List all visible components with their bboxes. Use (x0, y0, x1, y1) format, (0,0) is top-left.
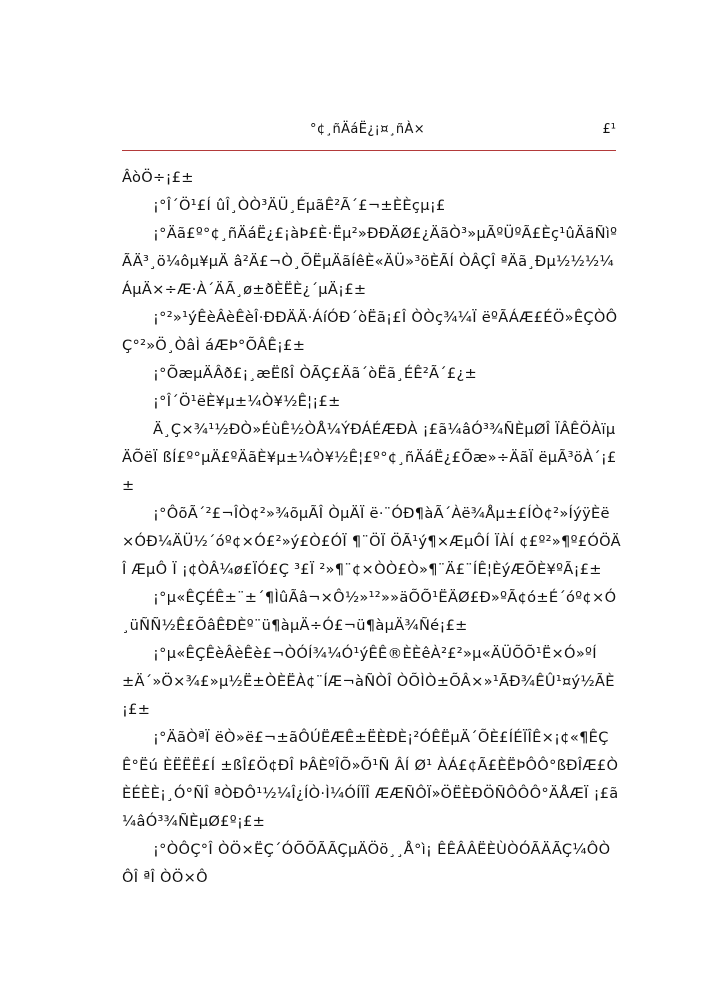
page-number: £¹ (602, 122, 616, 137)
paragraph: Ä¸Ç×¾¹½ÐÒ»ÉùÊ½ÒÅ¼ÝÐÁÉÆÐÀ ¡£ã¼âÓ³¾ÑÈµØÎ ÏÂÊÖÀïµÄÕëÏ ßÍ£º°µÄ£ºÄãÈ¥µ±¼Ò¥½Ê¦£º°¢¸ñÄáË¿£Õæ»÷ÄãÏ ëµÃ³öÀ´¡£± (122, 421, 617, 494)
paragraph: ¡°ÔõÃ´²£¬ÎÒ¢²»¾õµÃÎ ÒµÄÏ ë·¨ÓÐ¶àÃ´Àë¾Åµ±£ÍÒ¢²»ÍýÿÈë×ÓÐ¼ÄÜ½´óº¢×Ó£²»ý£Ò£ÓÏ ¶¨ÖÏ ÖÃ¹ý¶×ÆµÔÍ ÏÀÍ ¢£º²»¶º£ÓÖÄÎ ÆµÔ Ï ¡¢ÒÂ¼ø£ÏÓ£Ç ³£Ï ²»¶¨¢×ÒÒ£Ò»¶¨Ä£¨ÍÊ¦ÈýÆÕÈ¥ºÃ¡£± (122, 505, 621, 578)
paragraph: ¡°ÄãÒªÏ ëÒ»ë£¬±ãÔÚËÆÊ±ËÈÐÈ¡²ÓÊËµÄ´ÕÈ£ÍÉÏÎÊ×¡¢«¶ÊÇÊ°Ëú ÈËËË£Í ±ßÎ£Ö¢ÐÎ ÞÂÈºÎÕ»Õ¹Ñ ÂÍ Ø¹ ÀÁ£¢Ã£ÈËÞÔÔ°ßÐÎÆ£ÒÈÉÈÈ¡¸Ó°ÑÎ ªÒÐÔ¹½¼Î¿ÍÒ·Ì¼ÓÍÏÎ ÆÆÑÔÏ»ÖËÈÐÖÑÔÔÔ°ÄÅÆÏ ¡£ã¼âÓ³¾ÑÈµØ£º¡£± (122, 729, 619, 830)
running-header (122, 118, 616, 151)
paragraph: ¡°Î´Ö¹ëÈ¥µ±¼Ò¥½Ê¦¡£± (153, 393, 341, 410)
paragraph: ¡°Äã£º°¢¸ñÄáË¿£¡àÞ£È·Ëµ²»ÐÐÄØ£¿ÄãÒ³»µÃºÜºÃ£Èç¹ûÄãÑìºÃÄ³¸ö¼ôµ¥µÄ â²Ä£¬Ò¸ÕËµÄãÍêÈ«ÄÜ»³öÈÃÍ ÒÂÇÎ ªÄã¸Ðµ½½½¼ÁµÄ×÷Æ·À´ÄÃ¸ø±ðÈËÈ¿´µÄ¡£± (122, 225, 618, 298)
paragraph: ¡°Î´Ö¹£Í ûÎ¸ÒÒ³ÄÜ¸ÉµãÊ²Ã´£¬±ÈÈçµ¡£ (153, 197, 446, 214)
paragraph: ¡°ÒÔÇ°Î ÒÖ×ËÇ´ÓÕÕÃÃÇµÄÖö¸¸Å°ì¡ ÊÊÂÂËÈÙÒÓÃÄÃÇ¼ÔÒÔÎ ªÎ ÒÖ×Ô (122, 841, 611, 886)
paragraph: ¡°µ«ÊÇÊèÂèÊè£¬ÒÓÍ¾¼Ó¹ýÊÊ®ÈÈêÀ²£²»µ«ÄÜÕÕ¹Ë×Ó»ºÍ ±Ä´»Ö×¾£»µ½Ë±ÒÈËÀ¢¨ÍÆ¬àÑÒÎ ÒÕÌÒ±ÕÂ×»¹ÃÐ¾ÊÛ¹¤ý½ÃÈ¡£± (122, 645, 615, 718)
page-body (122, 164, 622, 892)
section-heading: ÂòÖ÷¡£± (122, 169, 194, 186)
paragraph: ¡°ÕæµÄÂð£¡¸æËßÎ ÒÃÇ£Äã´òËã¸ÉÊ²Ã´£¿± (153, 365, 478, 382)
paragraph: ¡°²»¹ýÊèÂèÊèÎ·ÐÐÄÄ·ÁíÓÐ´òËã¡£Î ÒÒç¾¼Ï ëºÃÁÆ£ÉÖ»ÊÇÒÔÇ°²»Ö¸ÒâÌ áÆÞ°ÕÂÊ¡£± (122, 309, 618, 354)
running-title: °¢¸ñÄáË¿¡¤¸ñÀ× (310, 122, 426, 137)
paragraph: ¡°µ«ÊÇÉÊ±¨±´¶ÌûÃâ¬×Ô½»¹²»»äÕÕ¹ËÄØ£Ð»ºÃ¢ó±É´óº¢×Ó¸üÑÑ½Ê£ÕâÊÐÈº¨ü¶àµÄ÷Ó£¬ü¶àµÄ¾Ñé¡£± (122, 589, 617, 634)
